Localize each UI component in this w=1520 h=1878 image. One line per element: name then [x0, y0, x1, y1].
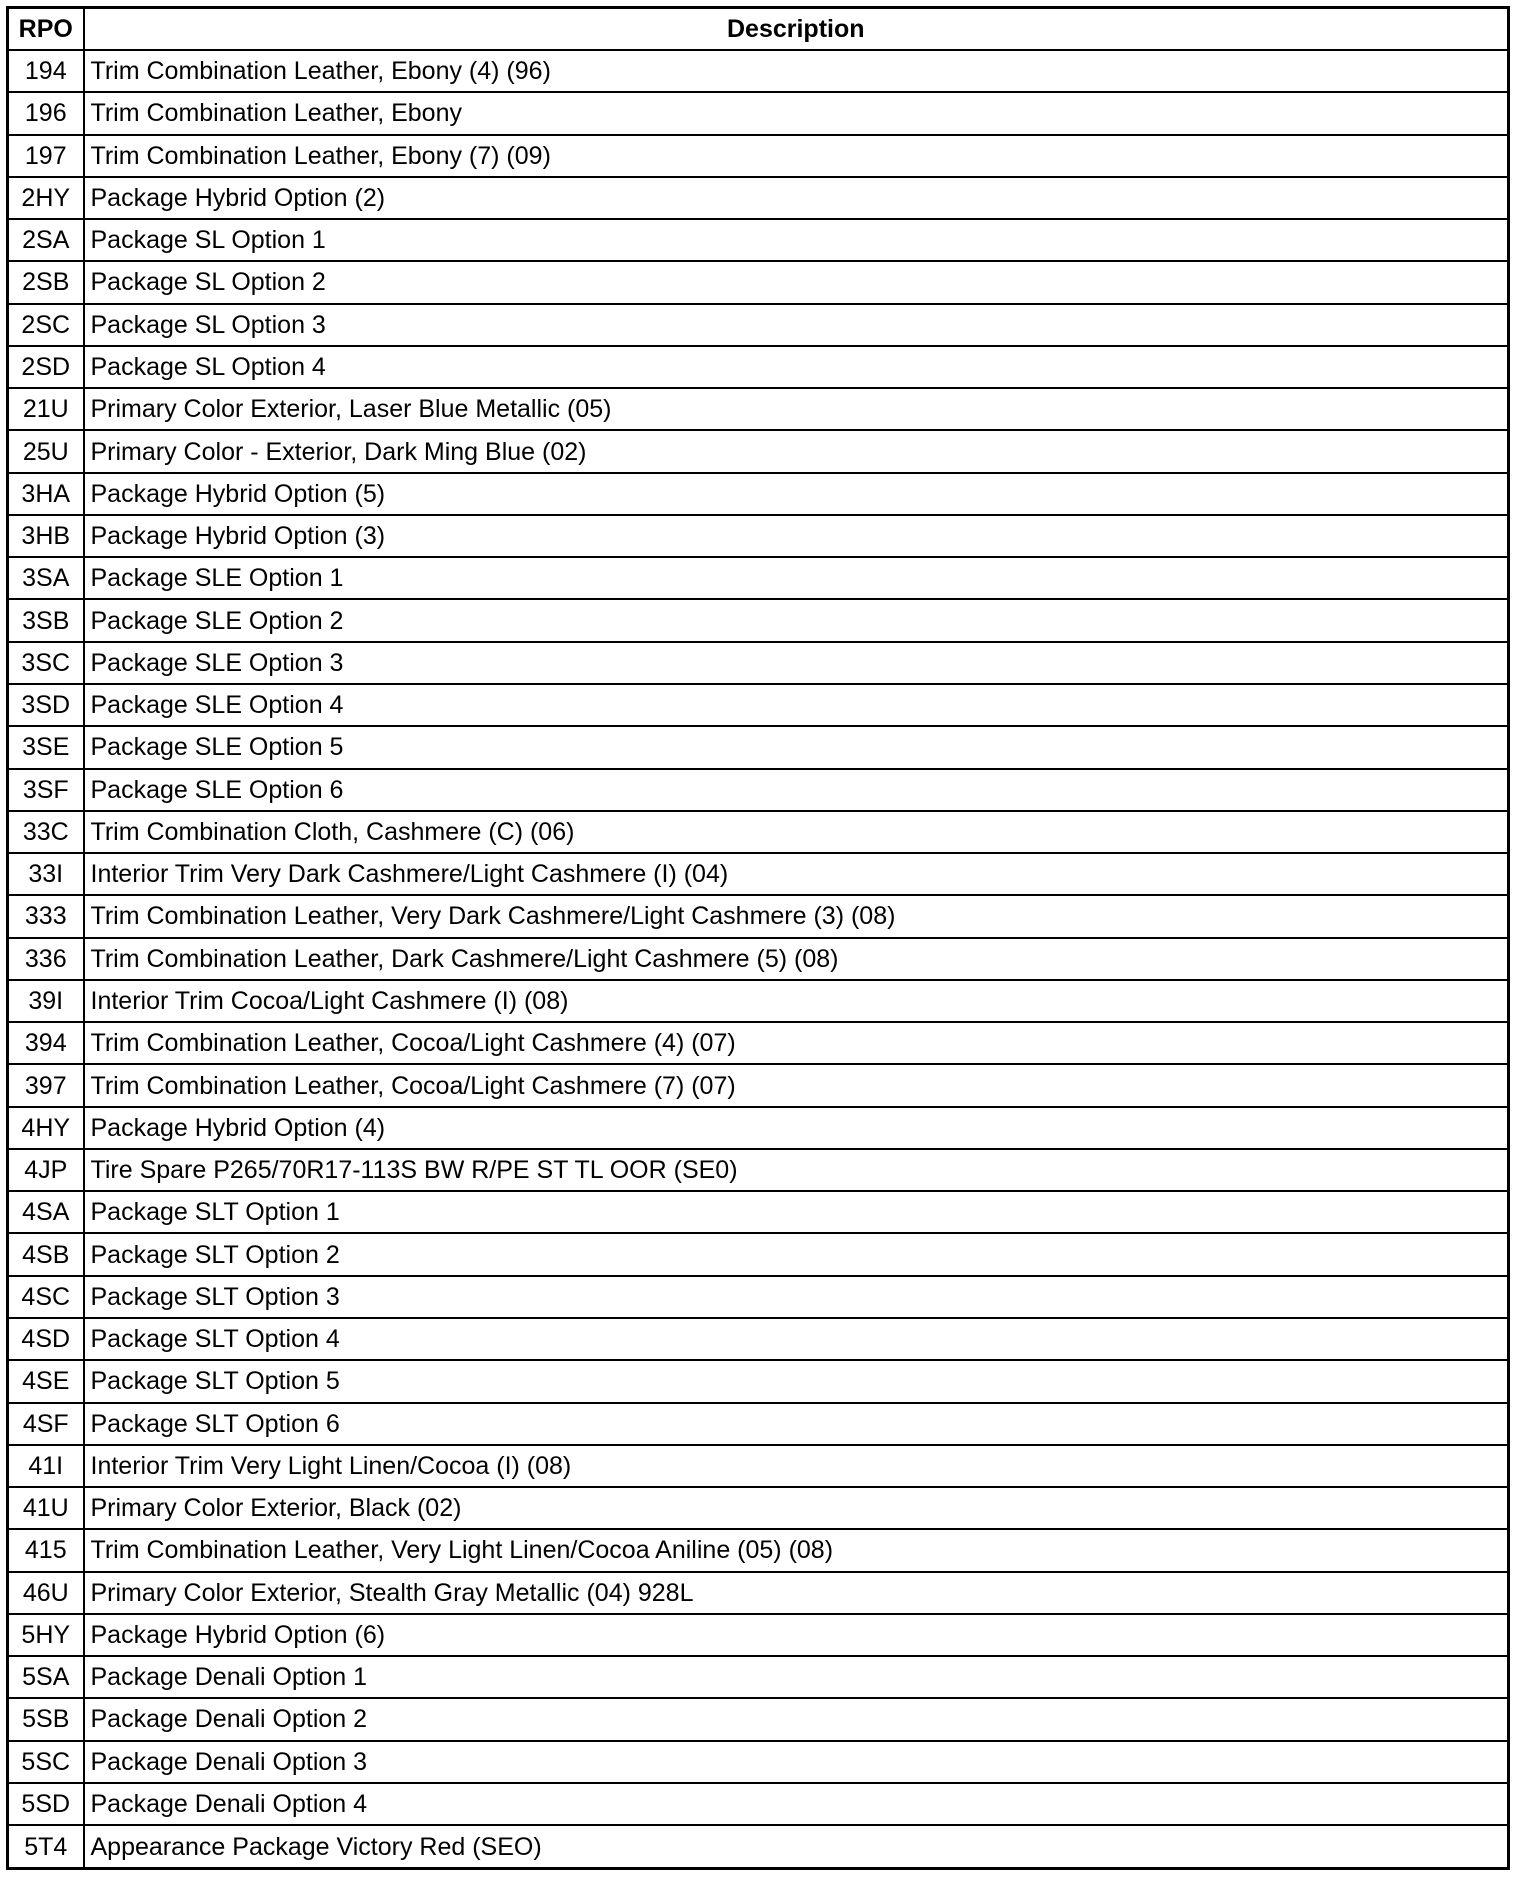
rpo-code-cell: 394: [8, 1022, 84, 1064]
table-row: [8, 726, 1509, 768]
table-row: [8, 1107, 1509, 1149]
description-cell: Package SLT Option 5: [84, 1360, 1509, 1402]
rpo-code-cell: 3HA: [8, 473, 84, 515]
description-cell: Tire Spare P265/70R17-113S BW R/PE ST TL OOR (SE0): [84, 1149, 1509, 1191]
description-cell: Package Hybrid Option (4): [84, 1107, 1509, 1149]
description-cell: Package Hybrid Option (3): [84, 515, 1509, 557]
rpo-code-cell: 46U: [8, 1572, 84, 1614]
description-cell: Primary Color Exterior, Stealth Gray Metallic (04) 928L: [84, 1572, 1509, 1614]
description-cell: Package SL Option 3: [84, 304, 1509, 346]
description-cell: Package SLE Option 5: [84, 726, 1509, 768]
description-cell: Trim Combination Leather, Ebony (7) (09): [84, 135, 1509, 177]
rpo-code-cell: 5SB: [8, 1698, 84, 1740]
table-row: [8, 1149, 1509, 1191]
description-cell: Package SL Option 4: [84, 346, 1509, 388]
rpo-code-cell: 25U: [8, 430, 84, 472]
table-row: [8, 177, 1509, 219]
rpo-code-cell: 3SE: [8, 726, 84, 768]
table-row: [8, 1614, 1509, 1656]
description-cell: Trim Combination Leather, Very Dark Cashmere/Light Cashmere (3) (08): [84, 895, 1509, 937]
description-cell: Primary Color Exterior, Black (02): [84, 1487, 1509, 1529]
description-cell: Trim Combination Leather, Dark Cashmere/Light Cashmere (5) (08): [84, 938, 1509, 980]
table-row: [8, 895, 1509, 937]
description-cell: Package Denali Option 2: [84, 1698, 1509, 1740]
table-body: [8, 50, 1509, 1869]
description-cell: Interior Trim Cocoa/Light Cashmere (I) (08): [84, 980, 1509, 1022]
rpo-code-cell: 4SA: [8, 1191, 84, 1233]
rpo-code-cell: 2SA: [8, 219, 84, 261]
rpo-code-cell: 194: [8, 50, 84, 92]
rpo-code-cell: 41U: [8, 1487, 84, 1529]
rpo-code-cell: 4SF: [8, 1403, 84, 1445]
description-cell: Package SL Option 1: [84, 219, 1509, 261]
description-cell: Interior Trim Very Dark Cashmere/Light Cashmere (I) (04): [84, 853, 1509, 895]
rpo-code-cell: 336: [8, 938, 84, 980]
rpo-table: [6, 6, 1510, 1870]
rpo-code-cell: 333: [8, 895, 84, 937]
description-column-header: Description: [84, 8, 1509, 51]
table-row: [8, 1825, 1509, 1868]
rpo-code-cell: 2SC: [8, 304, 84, 346]
table-row: [8, 1529, 1509, 1571]
table-row: [8, 50, 1509, 92]
table-row: [8, 1318, 1509, 1360]
table-row: [8, 304, 1509, 346]
rpo-code-cell: 5T4: [8, 1825, 84, 1868]
table-row: [8, 1403, 1509, 1445]
table-row: [8, 642, 1509, 684]
rpo-code-cell: 415: [8, 1529, 84, 1571]
table-row: [8, 1698, 1509, 1740]
table-row: [8, 1445, 1509, 1487]
table-row: [8, 1783, 1509, 1825]
rpo-code-cell: 2SD: [8, 346, 84, 388]
description-cell: Trim Combination Leather, Cocoa/Light Cashmere (7) (07): [84, 1064, 1509, 1106]
description-cell: Package SLE Option 3: [84, 642, 1509, 684]
table-row: [8, 346, 1509, 388]
table-row: [8, 92, 1509, 134]
description-cell: Trim Combination Leather, Ebony (4) (96): [84, 50, 1509, 92]
rpo-code-cell: 3SB: [8, 599, 84, 641]
rpo-code-cell: 4SE: [8, 1360, 84, 1402]
description-cell: Appearance Package Victory Red (SEO): [84, 1825, 1509, 1868]
table-row: [8, 261, 1509, 303]
description-cell: Package Hybrid Option (2): [84, 177, 1509, 219]
description-cell: Package SLE Option 2: [84, 599, 1509, 641]
table-row: [8, 557, 1509, 599]
description-cell: Package SLT Option 1: [84, 1191, 1509, 1233]
description-cell: Primary Color Exterior, Laser Blue Metallic (05): [84, 388, 1509, 430]
description-cell: Package SL Option 2: [84, 261, 1509, 303]
description-cell: Package SLE Option 1: [84, 557, 1509, 599]
rpo-code-cell: 5HY: [8, 1614, 84, 1656]
rpo-code-cell: 3HB: [8, 515, 84, 557]
rpo-code-cell: 3SC: [8, 642, 84, 684]
table-row: [8, 769, 1509, 811]
table-row: [8, 1741, 1509, 1783]
table-row: [8, 599, 1509, 641]
table-row: [8, 1360, 1509, 1402]
rpo-code-cell: 5SD: [8, 1783, 84, 1825]
table-row: [8, 515, 1509, 557]
table-row: [8, 1191, 1509, 1233]
description-cell: Trim Combination Cloth, Cashmere (C) (06): [84, 811, 1509, 853]
table-row: [8, 980, 1509, 1022]
table-row: [8, 1487, 1509, 1529]
table-row: [8, 135, 1509, 177]
rpo-code-cell: 196: [8, 92, 84, 134]
table-header-row: [8, 8, 1509, 51]
table-row: [8, 473, 1509, 515]
description-cell: Trim Combination Leather, Ebony: [84, 92, 1509, 134]
rpo-code-cell: 39I: [8, 980, 84, 1022]
rpo-code-cell: 2SB: [8, 261, 84, 303]
rpo-code-cell: 4JP: [8, 1149, 84, 1191]
description-cell: Package SLT Option 4: [84, 1318, 1509, 1360]
description-cell: Package SLE Option 4: [84, 684, 1509, 726]
table-row: [8, 1572, 1509, 1614]
table-row: [8, 1022, 1509, 1064]
rpo-code-cell: 33C: [8, 811, 84, 853]
description-cell: Package SLT Option 6: [84, 1403, 1509, 1445]
table-row: [8, 1064, 1509, 1106]
rpo-code-cell: 41I: [8, 1445, 84, 1487]
table-row: [8, 684, 1509, 726]
rpo-code-cell: 2HY: [8, 177, 84, 219]
description-cell: Package Hybrid Option (5): [84, 473, 1509, 515]
description-cell: Package Denali Option 3: [84, 1741, 1509, 1783]
rpo-code-cell: 3SF: [8, 769, 84, 811]
table-row: [8, 1276, 1509, 1318]
rpo-code-cell: 21U: [8, 388, 84, 430]
table-row: [8, 1233, 1509, 1275]
rpo-code-cell: 4SC: [8, 1276, 84, 1318]
table-row: [8, 938, 1509, 980]
description-cell: Package Denali Option 4: [84, 1783, 1509, 1825]
table-row: [8, 430, 1509, 472]
rpo-code-cell: 4HY: [8, 1107, 84, 1149]
rpo-code-cell: 197: [8, 135, 84, 177]
description-cell: Primary Color - Exterior, Dark Ming Blue (02): [84, 430, 1509, 472]
table-row: [8, 1656, 1509, 1698]
rpo-column-header: RPO: [8, 8, 84, 51]
description-cell: Trim Combination Leather, Cocoa/Light Cashmere (4) (07): [84, 1022, 1509, 1064]
description-cell: Package SLT Option 3: [84, 1276, 1509, 1318]
table-row: [8, 811, 1509, 853]
table-row: [8, 219, 1509, 261]
description-cell: Interior Trim Very Light Linen/Cocoa (I) (08): [84, 1445, 1509, 1487]
description-cell: Package SLE Option 6: [84, 769, 1509, 811]
description-cell: Package SLT Option 2: [84, 1233, 1509, 1275]
table-row: [8, 853, 1509, 895]
rpo-code-cell: 397: [8, 1064, 84, 1106]
description-cell: Package Hybrid Option (6): [84, 1614, 1509, 1656]
rpo-code-cell: 4SD: [8, 1318, 84, 1360]
description-cell: Package Denali Option 1: [84, 1656, 1509, 1698]
rpo-code-cell: 4SB: [8, 1233, 84, 1275]
rpo-code-cell: 3SD: [8, 684, 84, 726]
table-row: [8, 388, 1509, 430]
rpo-code-cell: 5SC: [8, 1741, 84, 1783]
rpo-code-cell: 3SA: [8, 557, 84, 599]
description-cell: Trim Combination Leather, Very Light Linen/Cocoa Aniline (05) (08): [84, 1529, 1509, 1571]
rpo-code-cell: 5SA: [8, 1656, 84, 1698]
rpo-code-cell: 33I: [8, 853, 84, 895]
